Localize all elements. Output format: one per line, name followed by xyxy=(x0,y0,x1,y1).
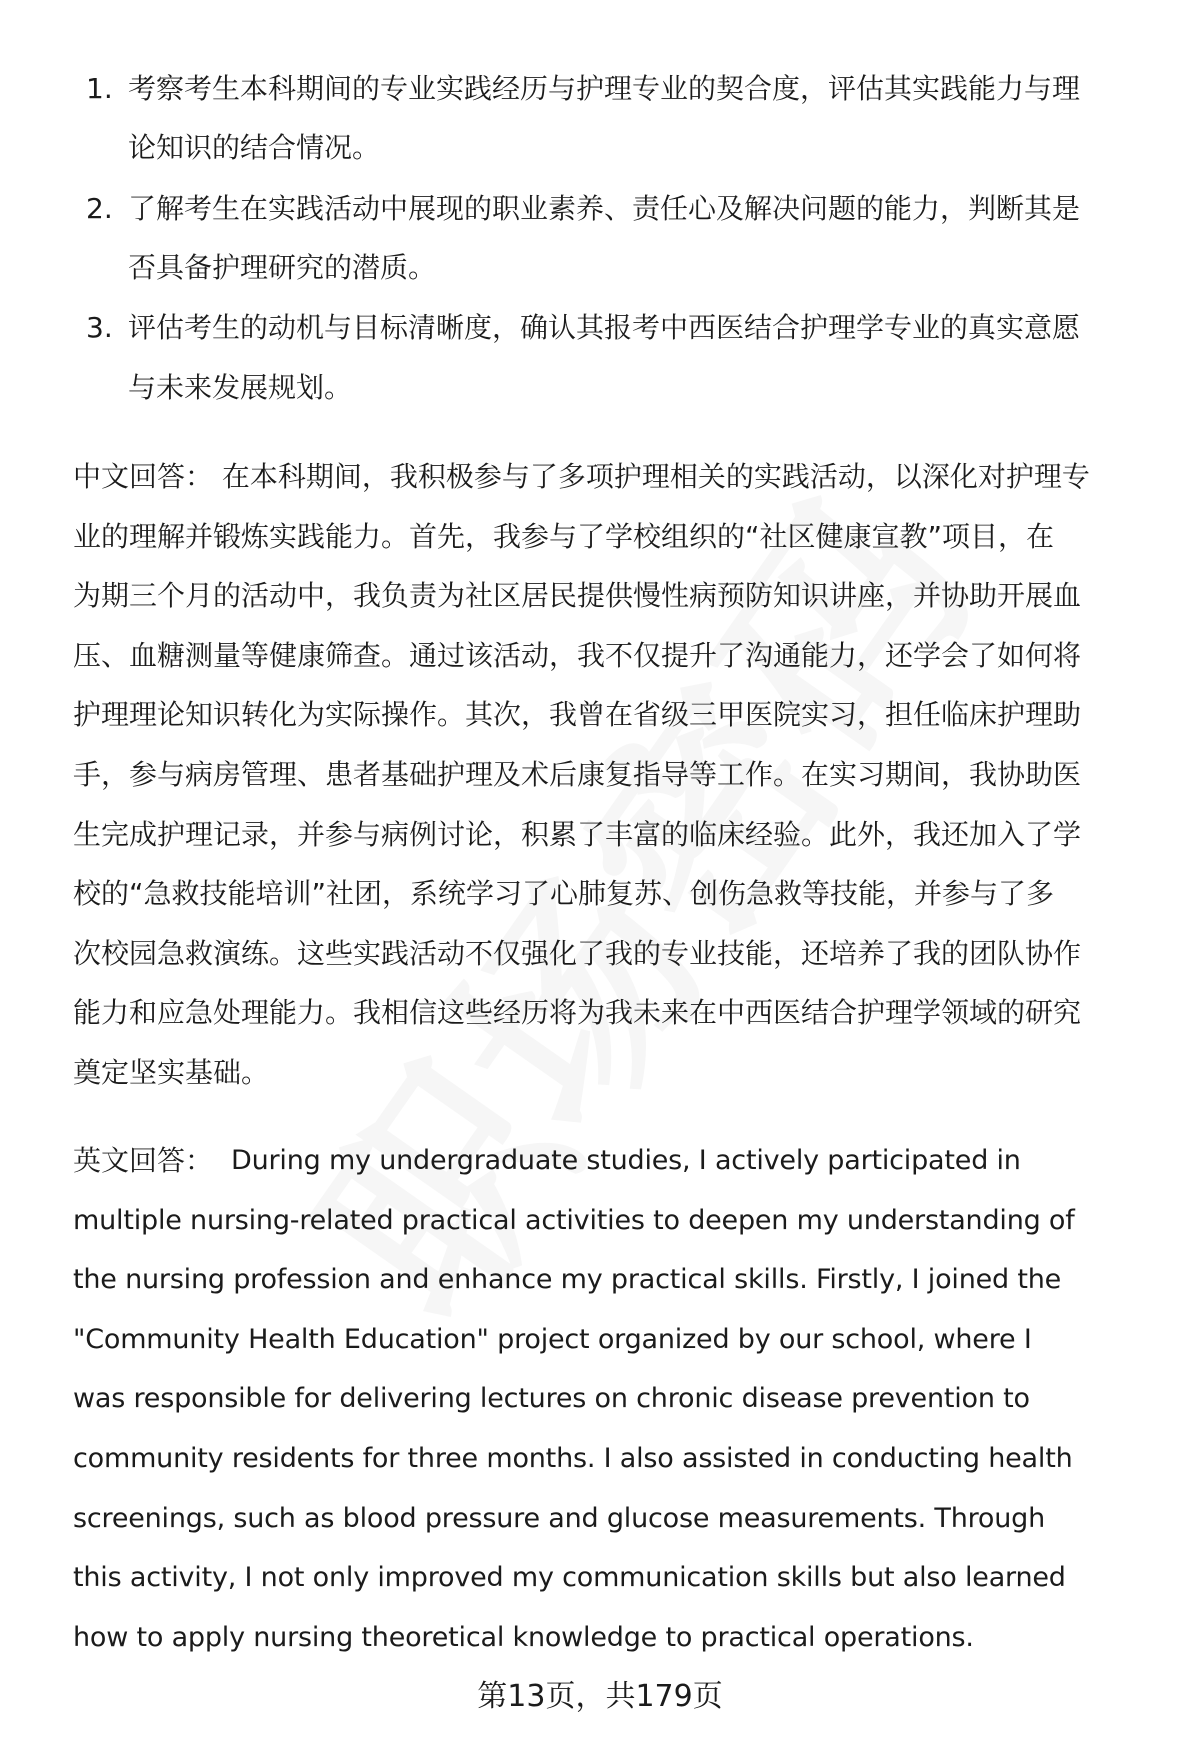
english-answer-line: During my undergraduate studies, I actively participated in xyxy=(231,1145,1021,1176)
english-answer-line: screenings, such as blood pressure and glucose measurements. Through xyxy=(73,1502,1046,1534)
english-answer-line: was responsible for delivering lectures on chronic disease prevention to xyxy=(73,1383,1030,1415)
list-item-line: 论知识的结合情况。 xyxy=(128,131,381,164)
chinese-answer-line: 中文回答： 在本科期间，我积极参与了多项护理相关的实践活动，以深化对护理专 xyxy=(73,460,1090,493)
chinese-answer-line: 手，参与病房管理、患者基础护理及术后康复指导等工作。在实习期间，我协助医 xyxy=(73,758,1082,791)
chinese-answer-line: 护理理论知识转化为实际操作。其次，我曾在省级三甲医院实习，担任临床护理助 xyxy=(73,698,1082,732)
list-item-number: 1. xyxy=(86,72,113,105)
list-item-number: 3. xyxy=(86,311,113,344)
chinese-answer-line: 压、血糖测量等健康筛查。通过该活动，我不仅提升了沟通能力，还学会了如何将 xyxy=(73,638,1082,672)
chinese-answer-line: 次校园急救演练。这些实践活动不仅强化了我的专业技能，还培养了我的团队协作 xyxy=(73,936,1082,970)
list-item-line: 考察考生本科期间的专业实践经历与护理专业的契合度，评估其实践能力与理 xyxy=(128,72,1081,105)
chinese-answer-line: 为期三个月的活动中，我负责为社区居民提供慢性病预防知识讲座，并协助开展血 xyxy=(73,579,1082,613)
english-answer-line: the nursing profession and enhance my practical skills. Firstly, I joined the xyxy=(73,1264,1062,1296)
english-answer-line: "Community Health Education" project organized by our school, where I xyxy=(73,1323,1032,1355)
chinese-answer-line: 校的“急救技能培训”社团，系统学习了心肺复苏、创伤急救等技能，并参与了多 xyxy=(73,877,1055,911)
english-answer-line: multiple nursing-related practical activities to deepen my understanding of xyxy=(73,1204,1075,1236)
list-item-line: 否具备护理研究的潜质。 xyxy=(128,251,437,284)
page-number: 第13页，共179页 xyxy=(477,1679,723,1714)
english-answer-line: community residents for three months. I also assisted in conducting health xyxy=(73,1443,1073,1474)
chinese-answer-line: 奠定坚实基础。 xyxy=(73,1056,270,1089)
list-item-line: 与未来发展规划。 xyxy=(128,371,353,404)
list-item-line: 评估考生的动机与目标清晰度，确认其报考中西医结合护理学专业的真实意愿 xyxy=(128,311,1081,344)
english-answer-line: how to apply nursing theoretical knowledge to practical operations. xyxy=(73,1621,974,1653)
chinese-answer-line: 能力和应急处理能力。我相信这些经历将为我未来在中西医结合护理学领域的研究 xyxy=(73,996,1082,1030)
english-answer-line: this activity, I not only improved my communication skills but also learned xyxy=(73,1562,1066,1594)
english-answer-label: 英文回答： xyxy=(73,1144,214,1177)
chinese-answer-line: 生完成护理记录，并参与病例讨论，积累了丰富的临床经验。此外，我还加入了学 xyxy=(73,817,1082,851)
list-item-number: 2. xyxy=(86,192,113,225)
list-item-line: 了解考生在实践活动中展现的职业素养、责任心及解决问题的能力，判断其是 xyxy=(128,192,1081,225)
chinese-answer-line: 业的理解并锻炼实践能力。首先，我参与了学校组织的“社区健康宣教”项目，在 xyxy=(73,519,1055,553)
